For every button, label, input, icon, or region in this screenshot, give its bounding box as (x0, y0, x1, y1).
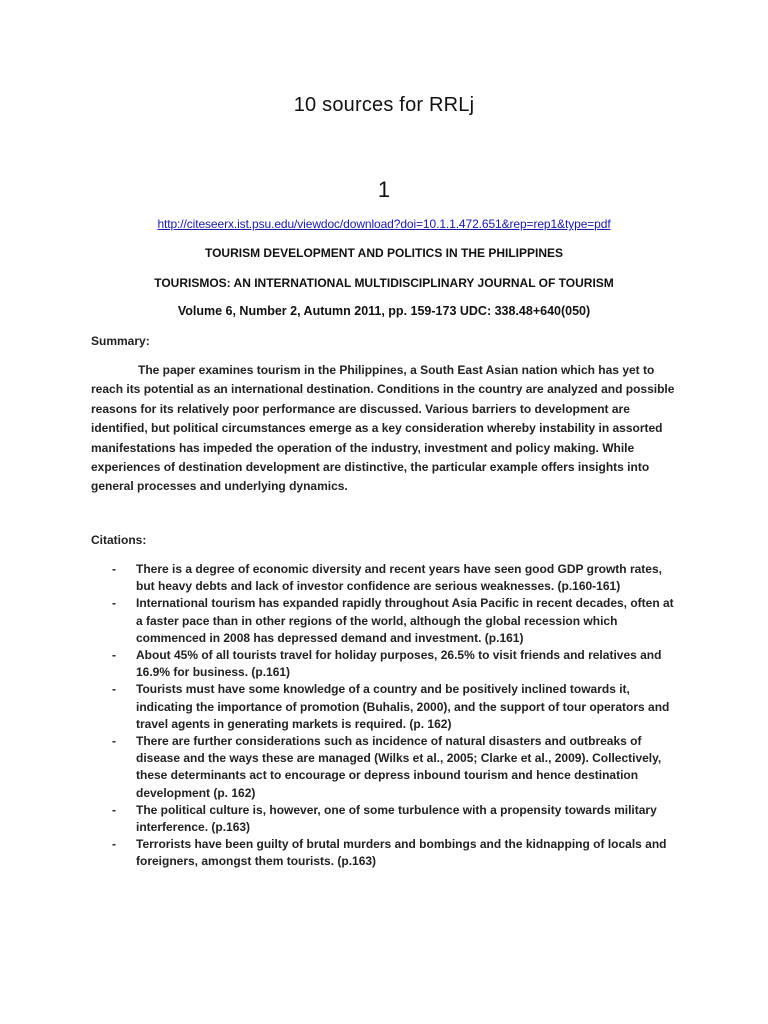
bullet-dash: - (112, 596, 116, 611)
summary-label: Summary: (91, 334, 150, 348)
bullet-dash: - (112, 648, 116, 663)
summary-paragraph: The paper examines tourism in the Philippines, a South East Asian nation which has yet to reach its potential as an international destination. Conditions in the country are analyzed and possible reasons for its relatively poor performance are discussed. Various barriers to development are identified, but political circumstances emerge as a key consideration whereby instability in assorted manifestations has impeded the operation of the industry, investment and policy making. While experiences of destination development are distinctive, the particular example offers insights into general processes and underlying dynamics. (91, 363, 675, 494)
bullet-dash: - (112, 562, 116, 576)
citation-item (91, 836, 681, 870)
citation-text: Tourists must have some knowledge of a country and be positively inclined towards it, indicating the importance of promotion (Buhalis, 2000), and the support of tour operators and travel agents in generating markets is required. (p. 162) (136, 682, 670, 731)
bullet-dash: - (112, 682, 116, 697)
citation-text: There are further considerations such as incidence of natural disasters and outbreaks of disease and the ways these are managed (Wilks et al., 2005; Clarke et al., 2009). Collectively, these determinants act to encourage or depress inbound tourism and hence destination development (p. 162) (136, 734, 662, 800)
journal-name: TOURISMOS: AN INTERNATIONAL MULTIDISCIPLINARY JOURNAL OF TOURISM (154, 276, 614, 290)
citation-item (91, 647, 681, 681)
bullet-dash: - (112, 734, 116, 749)
citations-list (91, 561, 681, 871)
source-link-container (0, 217, 768, 231)
citation-item (91, 733, 681, 802)
citations-label: Citations: (91, 533, 147, 547)
citation-text: About 45% of all tourists travel for holiday purposes, 26.5% to visit friends and relatives and 16.9% for business. (p.161) (136, 648, 662, 680)
citation-item (91, 802, 681, 836)
citation-text: The political culture is, however, one of some turbulence with a propensity towards military interference. (p.163) (136, 802, 657, 835)
citation-item (91, 681, 681, 733)
citation-text: There is a degree of economic diversity and recent years have seen good GDP growth rates, but heavy debts and lack of investor confidence are serious weaknesses. (p.160-161) (136, 562, 662, 594)
bullet-dash: - (112, 802, 116, 817)
citation-text: Terrorists have been guilty of brutal murders and bombings and the kidnapping of locals and foreigners, amongst them tourists. (p.163) (136, 837, 667, 869)
source-number: 1 (377, 177, 391, 202)
volume-info: Volume 6, Number 2, Autumn 2011, pp. 159-173 UDC: 338.48+640(050) (177, 304, 591, 318)
source-url-link[interactable]: http://citeseerx.ist.psu.edu/viewdoc/download?doi=10.1.1.472.651&rep=rep1&type=pdf (157, 217, 611, 231)
document-title: 10 sources for RRLj (293, 94, 475, 116)
paper-title: TOURISM DEVELOPMENT AND POLITICS IN THE PHILIPPINES (204, 246, 564, 260)
citation-item (91, 595, 681, 647)
citation-text: International tourism has expanded rapidly throughout Asia Pacific in recent decades, often at a faster pace than in other regions of the world, although the global recession which commenced in 2008 has depressed demand and investment. (p.161) (136, 596, 674, 645)
bullet-dash: - (112, 837, 116, 852)
citation-item (91, 561, 681, 595)
